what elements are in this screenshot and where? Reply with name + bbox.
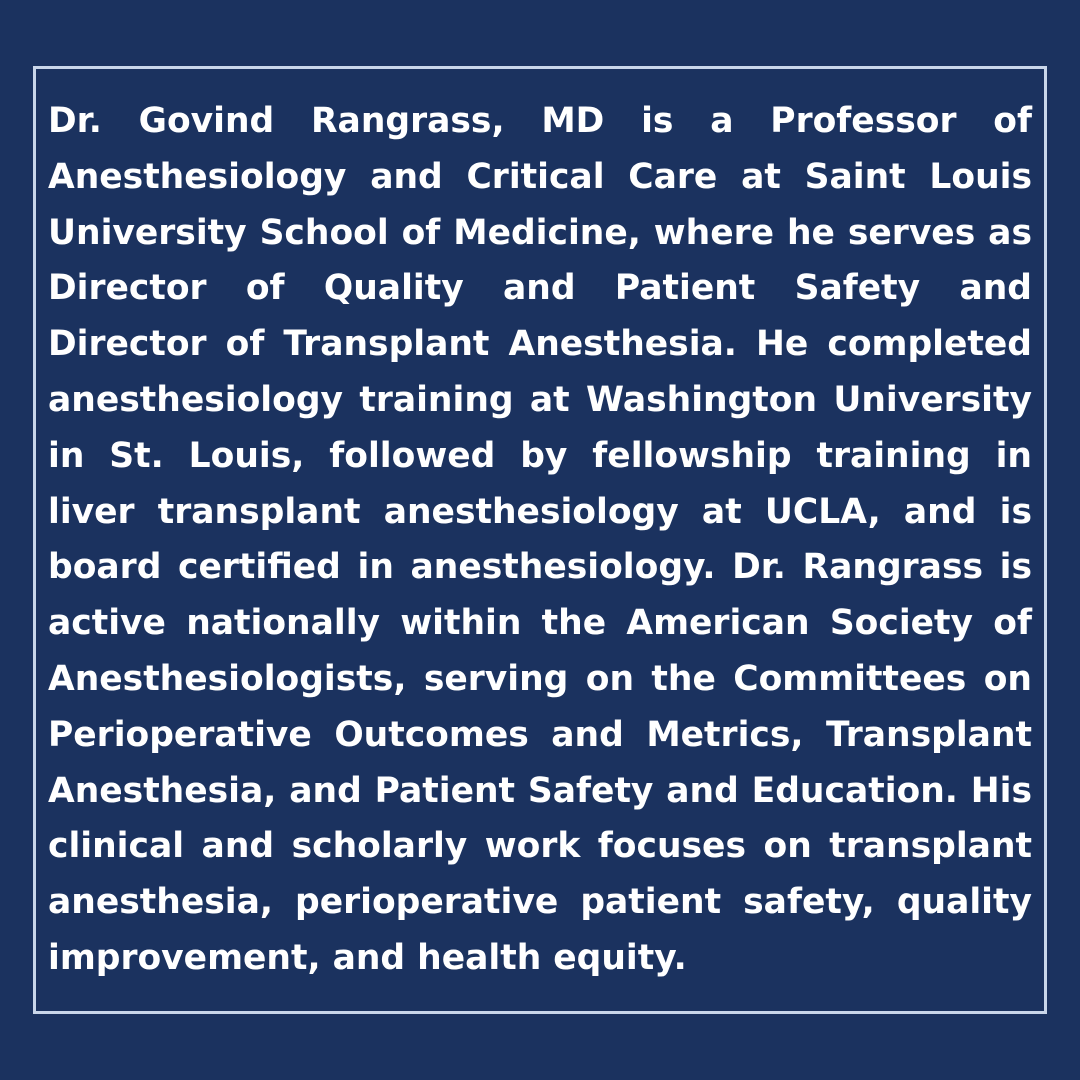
bio-paragraph: Dr. Govind Rangrass, MD is a Professor of Anesthesiology and Critical Care at Saint Louis University School of Medicine, where he serves as Director of Quality and Patient Safety and Director of Transplant Anesthesia. He completed anesthesiology training at Washington University in St. Louis, followed by fellowship training in liver transplant anesthesiology at UCLA, and is board certified in anesthesiology. Dr. Rangrass is active nationally within the American Society of Anesthesiologists, serving on the Committees on Perioperative Outcomes and Metrics, Transplant Anesthesia, and Patient Safety and Education. His clinical and scholarly work focuses on transplant anesthesia, perioperative patient safety, quality improvement, and health equity.	[48, 101, 1032, 978]
